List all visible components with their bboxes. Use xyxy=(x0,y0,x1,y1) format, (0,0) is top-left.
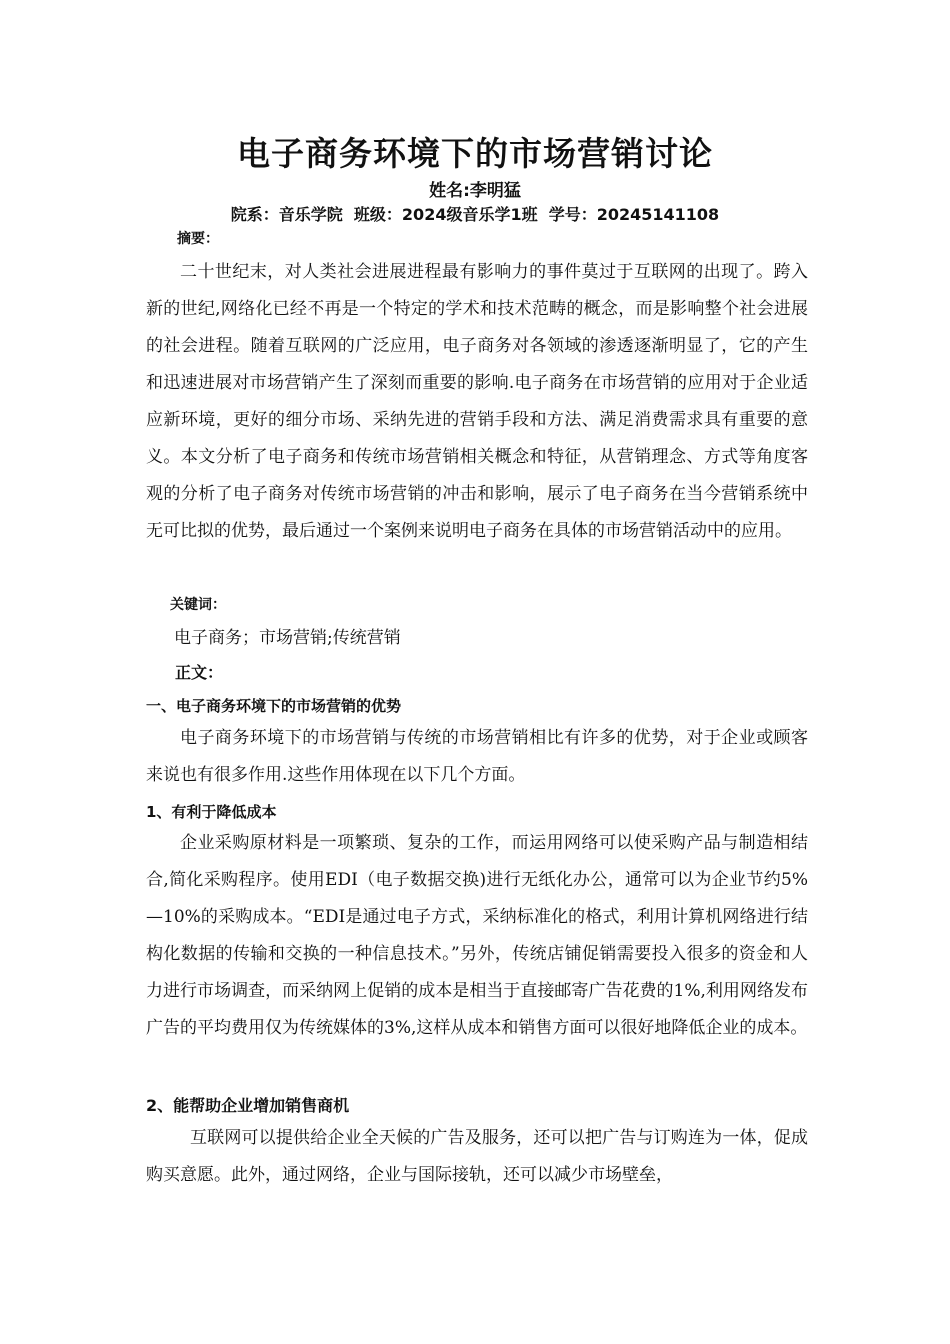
section-heading: 一、电子商务环境下的市场营销的优势 xyxy=(146,697,402,715)
abstract-label: 摘要： xyxy=(177,231,219,247)
keywords-text: 电子商务；市场营销;传统营销 xyxy=(174,628,401,648)
subsection-heading: 2、能帮助企业增加销售商机 xyxy=(146,1096,350,1115)
abstract-text: 二十世纪末，对人类社会进展进程最有影响力的事件莫过于互联网的出现了。跨入新的世纪,网络化已经不再是一个特定的学术和技术范畴的概念，而是影响整个社会进展的社会进程。随着互联网的广泛应用，电子商务对各领域的渗透逐渐明显了，它的产生和迅速进展对市场营销产生了深刻而重要的影响.电子商务在市场营销的应用对于企业适应新环境，更好的细分市场、采纳先进的营销手段和方法、满足消费需求具有重要的意义。本文分析了电子商务和传统市场营销相关概念和特征，从营销理念、方式等角度客观的分析了电子商务对传统市场营销的冲击和影响，展示了电子商务在当今营销系统中无可比拟的优势，最后通过一个案例来说明电子商务在具体的市场营销活动中的应用。 xyxy=(146,262,808,541)
keywords-label: 关键词： xyxy=(170,597,226,613)
author-name: 姓名:李明猛 xyxy=(429,181,521,201)
section-intro: 电子商务环境下的市场营销与传统的市场营销相比有许多的优势，对于企业或顾客来说也有很多作用.这些作用体现在以下几个方面。 xyxy=(146,728,808,785)
subsection-text: 企业采购原材料是一项繁琐、复杂的工作，而运用网络可以使采购产品与制造相结合,简化采购程序。使用EDI（电子数据交换)进行无纸化办公，通常可以为企业节约5%—10%的采购成本。“EDI是通过电子方式，采纳标准化的格式，利用计算机网络进行结构化数据的传输和交换的一种信息技术。”另外，传统店铺促销需要投入很多的资金和人力进行市场调查，而采纳网上促销的成本是相当于直接邮寄广告花费的1%,利用网络发布广告的平均费用仅为传统媒体的3%,这样从成本和销售方面可以很好地降低企业的成本。 xyxy=(146,833,808,1038)
subsection-text: 互联网可以提供给企业全天候的广告及服务，还可以把广告与订购连为一体，促成购买意愿。此外，通过网络，企业与国际接轨，还可以减少市场壁垒， xyxy=(146,1128,808,1185)
document-title: 电子商务环境下的市场营销讨论 xyxy=(237,134,713,173)
subsection-heading: 1、有利于降低成本 xyxy=(146,803,277,821)
body-label: 正文： xyxy=(175,663,224,682)
author-affiliation: 院系：音乐学院 班级：2024级音乐学1班 学号：20245141108 xyxy=(230,205,720,224)
